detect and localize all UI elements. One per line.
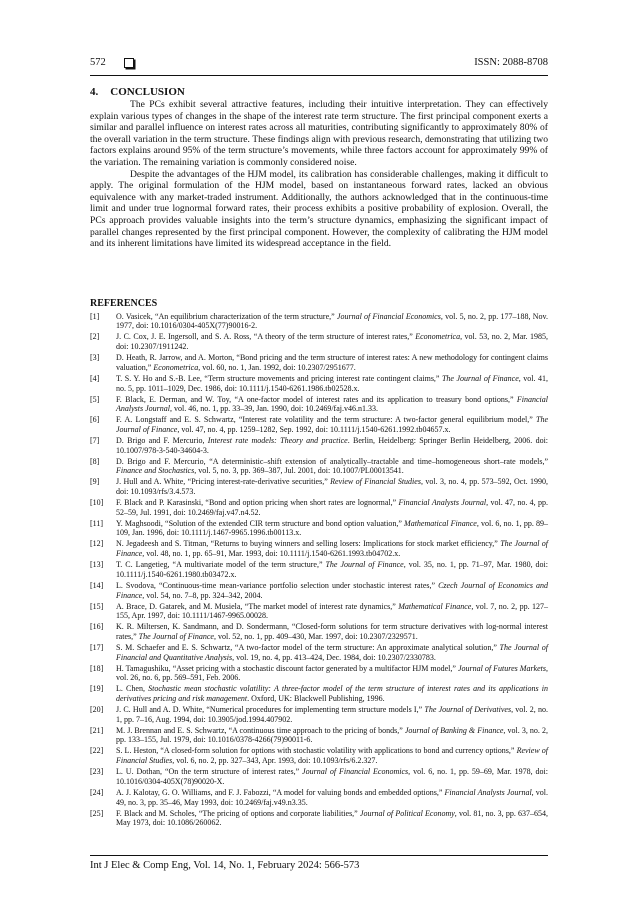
reference-text [116,643,548,662]
reference-authors-title: O. Vasicek, “An equilibrium characterization of the term structure,” [116,311,337,321]
section-number: 4. [90,86,99,98]
reference-text [116,705,548,724]
reference-item [90,767,548,786]
reference-authors-title: J. C. Hull and A. D. White, “Numerical procedures for implementing term structure models I,” [116,705,425,715]
reference-item [90,332,548,351]
reference-item [90,374,548,393]
reference-number: [15] [90,601,104,611]
reference-text [116,395,548,414]
reference-details: , vol. 2, no. 1, pp. 7–16, Aug. 1994, doi: 10.3905/jod.1994.407902. [116,705,548,724]
reference-authors-title: L. Svodova, “Continuous-time mean-variance portfolio selection under stochastic interest rates,” [116,580,439,590]
reference-authors-title: H. Tamagushiku, “Asset pricing with a stochastic discount factor generated by a multifactor HJM model,” [116,663,458,673]
reference-text [116,374,548,393]
reference-number: [21] [90,725,104,735]
reference-item [90,705,548,724]
reference-number: [23] [90,767,104,777]
reference-text [116,415,548,434]
reference-source: Stochastic mean stochastic volatility: A three-factor model of the term structure of interest rates and its applications in derivatives pricing and risk management [116,684,548,704]
reference-details: , vol. 7, no. 2, pp. 127–155, Apr. 1997, doi: 10.1111/1467-9965.00028. [116,601,548,621]
reference-details: , vol. 3, no. 2, pp. 133–155, Jul. 1979, doi: 10.1016/0378-4266(79)90011-6. [116,725,548,745]
reference-item [90,477,548,496]
reference-authors-title: D. Brigo and F. Mercurio, “A deterministic–shift extension of analytically–tractable and time–homogeneous short–rate models,” [116,456,548,466]
issn-label: ISSN: 2088-8708 [474,57,548,68]
reference-source: Econometrica [415,332,461,342]
reference-source: Finance and Stochastics [116,466,195,476]
reference-details: , vol. 49, no. 3, pp. 35–46, May 1993, doi: 10.2469/faj.v49.n3.35. [116,787,548,807]
running-header [90,57,548,73]
reference-source: The Journal of Finance [116,539,549,559]
reference-details: , vol. 5, no. 2, pp. 177–188, Nov. 1977, doi: 10.1016/0304-405X(77)90016-2. [116,311,548,331]
reference-details: , vol. 35, no. 1, pp. 71–97, Mar. 1980, doi: 10.1111/j.1540-6261.1980.tb03472.x. [116,560,548,579]
reference-item [90,602,548,621]
reference-number: [17] [90,642,104,652]
reference-item [90,684,548,703]
reference-authors-title: F. Black and P. Karasinski, “Bond and option pricing when short rates are lognormal,” [116,498,399,508]
reference-number: [10] [90,498,104,508]
reference-authors-title: A. Brace, D. Gatarek, and M. Musiela, “The market model of interest rate dynamics,” [116,601,399,611]
reference-source: Journal of Financial Economics [302,767,409,777]
reference-source: Interest rate models: Theory and practice [207,435,348,445]
reference-item [90,643,548,662]
reference-details: , vol. 46, no. 1, pp. 33–39, Jan. 1990, doi: 10.2469/faj.v46.n1.33. [170,404,378,414]
references-heading: REFERENCES [90,297,158,309]
reference-item [90,353,548,372]
reference-source: Financial Analysts Journal [116,394,548,414]
reference-source: Journal of Financial Economics [336,311,441,321]
section-heading [90,86,548,98]
box-icon [124,58,134,68]
reference-source: The Journal of Derivatives [424,705,512,715]
reference-source: The Journal of Finance [138,631,214,641]
reference-number: [24] [90,787,104,797]
reference-text [116,767,548,786]
reference-text [116,519,548,538]
page-number: 572 [90,57,106,68]
reference-details: , vol. 48, no. 1, pp. 65–91, Mar. 1993, doi: 10.1111/j.1540-6261.1993.tb04702.x. [142,549,401,559]
reference-details: . Berlin, Heidelberg: Springer Berlin Heidelberg, 2006. doi: 10.1007/978-3-540-34604-3. [116,435,549,455]
reference-text [116,581,548,600]
reference-authors-title: L. Chen, [116,684,149,694]
reference-details: , vol. 81, no. 3, pp. 637–654, May 1973, doi: 10.1086/260062. [116,808,548,828]
reference-source: The Journal of Finance [116,415,548,434]
reference-item [90,581,548,600]
reference-item [90,395,548,414]
reference-source: Mathematical Finance [398,601,472,611]
reference-details: , vol. 26, no. 6, pp. 569–591, Feb. 2006. [116,663,548,683]
reference-source: Czech Journal of Economics and Finance [116,580,548,600]
reference-details: , vol. 52, no. 1, pp. 409–430, Mar. 1997, doi: 10.2307/2329571. [213,631,418,641]
reference-text [116,539,548,558]
reference-source: The Journal of Finance [441,373,519,383]
reference-number: [18] [90,663,104,673]
reference-source: Financial Analysts Journal [444,787,532,797]
reference-details: , vol. 47, no. 4, pp. 1259–1282, Sep. 1992, doi: 10.1111/j.1540-6261.1992.tb04657.x. [177,424,451,434]
reference-number: [1] [90,311,100,321]
reference-authors-title: T. C. Langetieg, “A multivariate model of the term structure,” [116,560,326,570]
reference-item [90,726,548,745]
reference-details: , vol. 5, no. 3, pp. 369–387, Jul. 2001, doi: 10.1007/PL00013541. [194,466,404,476]
reference-details: , vol. 53, no. 2, Mar. 1985, doi: 10.2307/1911242. [116,332,548,352]
conclusion-paragraph-2: Despite the advantages of the HJM model, its calibration has considerable challenges, making it difficult to apply. The original formulation of the HJM model, based on instantaneous forward rates, lacked an obvious equivalence with any market-traded instrument. Additionally, the authors acknowledged that in the continuous-time limit and under true lognormal forward rates, their process exhibits a positive probability of explosion. Overall, the PCs approach provides valuable insights into the term’s structure dynamics, emphasizing the significant impact of parallel changes represented by the first principal component. However, the complexity of calibrating the HJM model and its inherent limitations have limited its widespread acceptance in the field. [90,168,548,250]
reference-item [90,788,548,807]
reference-authors-title: F. Black and M. Scholes, “The pricing of options and corporate liabilities,” [116,808,360,818]
reference-number: [3] [90,353,100,363]
reference-text [116,477,548,496]
reference-details: , vol. 6, no. 1, pp. 89–109, Jan. 1996, doi: 10.1111/j.1467-9965.1996.tb00113.x. [116,518,548,538]
reference-number: [14] [90,580,104,590]
reference-text [116,353,548,372]
section-title: CONCLUSION [110,86,185,98]
reference-number: [5] [90,394,100,404]
page-body [90,86,548,829]
reference-item [90,312,548,331]
reference-number: [12] [90,539,104,549]
conclusion-paragraph-1: The PCs exhibit several attractive features, including their intuitive interpretation. They can effectively explain various types of changes in the shape of the interest rate term structure. The first principal component exerts a similar and parallel influence on interest rates across all maturities, contributing significantly to approximately 80% of the overall variation in the term structure. These findings align with previous research, demonstrating that utilizing two factors explains around 95% of the term structure’s movements, while three factors account for approximately 99% of the variation. The remaining variation is commonly considered noise. [90,99,548,168]
reference-item [90,622,548,641]
reference-number: [22] [90,746,104,756]
reference-text [116,684,548,703]
reference-number: [13] [90,560,104,570]
reference-authors-title: T. S. Y. Ho and S.-B. Lee, “Term structure movements and pricing interest rate contingent claims,” [116,373,442,383]
reference-authors-title: D. Heath, R. Jarrow, and A. Morton, “Bond pricing and the term structure of interest rates: A new methodology for contingent claims valuation,” [116,353,548,372]
reference-authors-title: M. J. Brennan and E. S. Schwartz, “A continuous time approach to the pricing of bonds,” [116,725,405,735]
reference-text [116,436,548,455]
reference-text [116,332,548,351]
reference-source: Review of Financial Studies [330,477,421,487]
reference-details: , vol. 60, no. 1, Jan. 1992, doi: 10.2307/2951677. [198,362,356,372]
reference-authors-title: J. Hull and A. White, “Pricing interest-rate-derivative securities,” [116,477,331,487]
reference-text [116,560,548,579]
reference-number: [16] [90,622,104,632]
reference-details: . Oxford, UK: Blackwell Publishing, 1996. [247,694,385,704]
reference-text [116,726,548,745]
reference-source: Journal of Political Economy [359,808,455,818]
reference-item [90,519,548,538]
reference-list [90,312,548,828]
reference-number: [8] [90,456,100,466]
reference-number: [25] [90,808,104,818]
reference-authors-title: L. U. Dothan, “On the term structure of interest rates,” [116,767,303,777]
reference-authors-title: S. M. Schaefer and E. S. Schwartz, “A two-factor model of the term structure: An approximate analytical solution,” [116,642,500,652]
header-rule [90,75,548,76]
reference-source: Mathematical Finance [404,518,477,528]
reference-source: Financial Analysts Journal [398,498,487,508]
reference-number: [7] [90,435,100,445]
reference-authors-title: J. C. Cox, J. E. Ingersoll, and S. A. Ross, “A theory of the term structure of interest rates,” [116,332,416,342]
footer-rule [90,855,548,856]
reference-item [90,664,548,683]
reference-item [90,539,548,558]
reference-authors-title: D. Brigo and F. Mercurio, [116,435,208,445]
footer-citation: Int J Elec & Comp Eng, Vol. 14, No. 1, February 2024: 566-573 [90,860,360,871]
reference-text [116,312,548,331]
reference-item [90,560,548,579]
reference-number: [19] [90,684,104,694]
reference-number: [9] [90,477,100,487]
reference-text [116,809,548,828]
reference-details: , vol. 3, no. 4, pp. 573–592, Oct. 1990, doi: 10.1093/rfs/3.4.573. [116,477,548,497]
reference-authors-title: K. R. Miltersen, K. Sandmann, and D. Sondermann, “Closed-form solutions for term structure derivatives with log-normal interest rates,” [116,622,548,641]
reference-text [116,457,548,476]
reference-number: [11] [90,518,104,528]
reference-details: , vol. 47, no. 4, pp. 52–59, Jul. 1991, doi: 10.2469/faj.v47.n4.52. [116,498,548,517]
reference-details: , vol. 54, no. 7–8, pp. 324–342, 2004. [142,590,263,600]
reference-item [90,809,548,828]
reference-source: Journal of Banking & Finance [404,725,504,735]
reference-authors-title: N. Jegadeesh and S. Titman, “Returns to buying winners and selling losers: Implications for stock market efficiency,” [116,539,501,549]
reference-authors-title: Y. Maghsoodi, “Solution of the extended CIR term structure and bond option valuation,” [116,518,405,528]
reference-authors-title: S. L. Heston, “A closed-form solution for options with stochastic volatility with applications to bond and currency options,” [116,746,517,756]
reference-details: , vol. 41, no. 5, pp. 1011–1029, Dec. 1986, doi: 10.1111/j.1540-6261.1986.tb02528.x. [116,373,549,393]
reference-source: Review of Financial Studies [116,746,548,766]
reference-source: Econometrica [153,362,199,372]
reference-source: The Journal of Finance [325,560,404,570]
reference-item [90,415,548,434]
reference-source: Journal of Futures Markets [457,663,546,673]
reference-authors-title: A. J. Kalotay, G. O. Williams, and F. J. Fabozzi, “A model for valuing bonds and embedded options,” [116,787,445,797]
reference-text [116,664,548,683]
reference-details: , vol. 6, no. 1, pp. 59–69, Mar. 1978, doi: 10.1016/0304-405X(78)90020-X. [116,767,548,786]
reference-item [90,498,548,517]
reference-text [116,622,548,641]
reference-details: , vol. 19, no. 4, pp. 413–424, Dec. 1984, doi: 10.2307/2330783. [232,652,436,662]
reference-number: [6] [90,415,100,425]
reference-authors-title: F. A. Longstaff and E. S. Schwartz, “Interest rate volatility and the term structure: A two-factor general equilibrium model,” [116,415,536,425]
reference-number: [4] [90,373,100,383]
reference-source: The Journal of Financial and Quantitative Analysis [116,642,548,662]
reference-details: , vol. 6, no. 2, pp. 327–343, Apr. 1993, doi: 10.1093/rfs/6.2.327. [172,756,378,766]
reference-number: [2] [90,332,100,342]
reference-item [90,746,548,765]
reference-authors-title: F. Black, E. Derman, and W. Toy, “A one-factor model of interest rates and its application to treasury bond options,” [116,394,517,404]
reference-item [90,436,548,455]
reference-text [116,788,548,807]
reference-item [90,457,548,476]
reference-number: [20] [90,705,104,715]
reference-text [116,498,548,517]
reference-text [116,746,548,765]
reference-text [116,602,548,621]
